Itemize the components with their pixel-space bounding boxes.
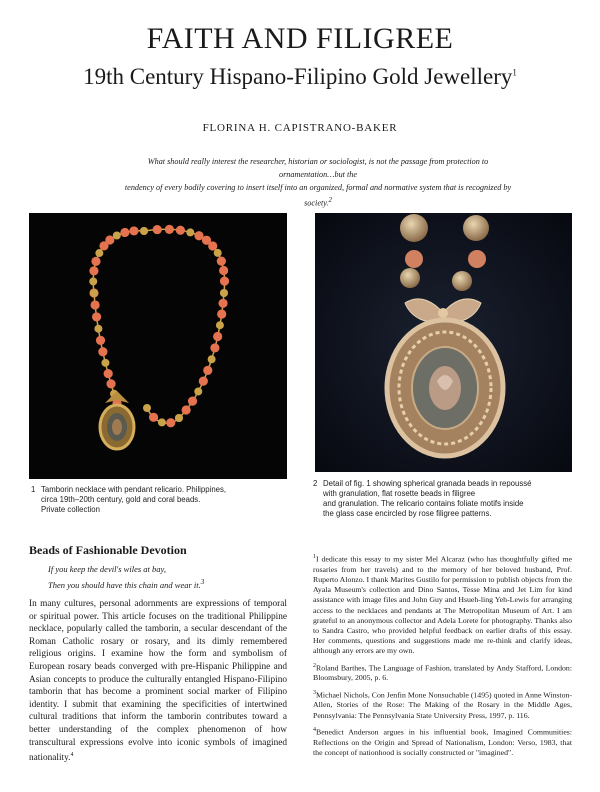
- verse-line-2-text: Then you should have this chain and wear it.: [48, 579, 201, 590]
- epigraph-line-2-text: tendency of every bodily covering to insert itself into an organized, formal and normative system that is recognized by society.: [124, 183, 512, 208]
- figure-2-caption-line: and granulation. The relicario contains foliate motifs inside: [323, 499, 524, 508]
- gold-bead: [89, 277, 97, 285]
- coral-bead: [98, 347, 107, 356]
- pendant-detail-illustration: [315, 213, 572, 472]
- section-heading: Beads of Fashionable Devotion: [29, 543, 187, 557]
- gold-bead: [101, 359, 109, 367]
- coral-bead: [217, 309, 226, 318]
- gold-bead: [186, 228, 194, 236]
- coral-bead: [165, 225, 174, 234]
- coral-bead: [91, 300, 100, 309]
- coral-bead: [218, 299, 227, 308]
- body-paragraph: [29, 598, 287, 765]
- coral-bead: [153, 225, 162, 234]
- coral-bead: [96, 336, 105, 345]
- epigraph-line-2: [120, 181, 516, 210]
- figure-2-caption-line: the glass case encircled by rose filigree patterns.: [323, 509, 492, 518]
- gold-bead: [90, 289, 98, 297]
- gold-bead: [214, 249, 222, 257]
- gold-bead: [208, 355, 216, 363]
- gold-bead: [216, 321, 224, 329]
- footnote: [313, 725, 572, 758]
- gold-bead: [140, 227, 148, 235]
- epigraph-footnote-marker: 2: [328, 197, 332, 204]
- figure-1-number: 1: [31, 485, 36, 494]
- article-subtitle: [0, 64, 600, 90]
- gold-bead: [194, 387, 202, 395]
- coral-bead: [104, 369, 113, 378]
- coral-bead: [120, 228, 129, 237]
- epigraph: [120, 155, 516, 210]
- article-title: FAITH AND FILIGREE: [146, 22, 454, 55]
- subtitle-footnote-marker: 1: [512, 67, 517, 78]
- relicario-detail: [387, 320, 503, 456]
- coral-bead: [217, 256, 226, 265]
- figure-1-photo: [29, 213, 287, 479]
- footnote-text: Michael Nichols, Con Jenfin Mone Nonsuchable (1495) quoted in Anne Winston-Allen, Stories of the Rose: The Making of the Rosary in the Middle Ages, Pennsylvania: The Pennsylvania State University Press, 1997, p. 116.: [313, 690, 572, 720]
- footnote-text: Roland Barthes, The Language of Fashion, translated by Andy Stafford, London: Bloomsbury, 2005, p. 6.: [313, 663, 572, 683]
- coral-bead: [210, 343, 219, 352]
- figure-2-photo: [315, 213, 572, 472]
- figure-1-caption-line: Private collection: [41, 505, 100, 514]
- coral-bead: [208, 241, 217, 250]
- figure-1-caption-line: Tamborin necklace with pendant relicario. Philippines,: [41, 485, 227, 494]
- coral-bead: [166, 418, 175, 427]
- author-name: FLORINA H. CAPISTRANO-BAKER: [202, 122, 398, 134]
- verse-line-1: If you keep the devil's wiles at bay,: [48, 564, 166, 574]
- figure-1-caption-text: [41, 485, 226, 515]
- gold-bead: [143, 404, 151, 412]
- coral-bead: [129, 226, 138, 235]
- figure-2-caption-text: [323, 479, 531, 519]
- gold-bead: [175, 414, 183, 422]
- coral-bead: [188, 397, 197, 406]
- figure-2-caption-line: with granulation, flat rosette beads in filigree: [323, 489, 476, 498]
- footnote-number: 1: [313, 554, 316, 560]
- coral-bead: [89, 266, 98, 275]
- coral-bead: [213, 332, 222, 341]
- gold-bead: [220, 289, 228, 297]
- necklace-illustration: [29, 213, 287, 479]
- footnote-number: 2: [313, 662, 316, 669]
- coral-bead: [220, 277, 229, 286]
- body-paragraph-text: In many cultures, personal adornments are expressions of temporal or spiritual power. This article focuses on the traditional Philippine necklace, popularly called the tamborin, a secular descendant of the Roman Catholic rosary or rosary, and its dimly remembered religious origins. I examine how the form and symbolism of European rosary beads converged with pre-Hispanic Philippine and Asian concepts to produce the culturally entangled Hispano-Filipino tamborin that has become a prominent social marker of Filipino identity. I submit that examining the specificities of intertwined cultural traditions that inform the tamborin contributes toward a better understanding of the complex phenomenon of how transcultural expressions evolve into iconic symbols of imagined nationality.: [29, 599, 287, 764]
- coral-bead: [203, 366, 212, 375]
- coral-bead: [219, 266, 228, 275]
- footnote-number: 3: [313, 689, 316, 696]
- figure-2-caption-line: Detail of fig. 1 showing spherical granada beads in repoussé: [323, 479, 532, 488]
- coral-bead: [182, 405, 191, 414]
- gold-bead: [158, 418, 166, 426]
- coral-bead: [149, 413, 158, 422]
- coral-bead: [106, 379, 115, 388]
- figure-1-caption-line: circa 19th–20th century, gold and coral beads.: [41, 495, 201, 504]
- figure-2-number: 2: [313, 479, 318, 488]
- coral-bead: [99, 241, 108, 250]
- footnote: [313, 661, 572, 684]
- footnote-number: 4: [313, 726, 316, 733]
- footnote: [313, 552, 572, 657]
- footnotes: [313, 552, 572, 762]
- footnote-text: Benedict Anderson argues in his influential book, Imagined Communities: Reflections on the Origin and Spread of Nationalism, London: Verso, 1983, that the concept of nationhood is socially constructed or "imagined".: [313, 727, 572, 757]
- coral-bead: [199, 377, 208, 386]
- footnote: [313, 688, 572, 721]
- footnote-text: I dedicate this essay to my sister Mel Alcaraz (who has thoughtfully gifted me rosaries from her travels) and to the memory of her beloved husband, Prof. Ruperto Alonzo. I thank Marites Gustilo for permission to publish objects from the Ayala Museum's collection and Dino Santos, Tesse Mina and Jet Lim for kind assistance with image files and John Guy and Hsueh-ling Yeh-Lewis for arranging access to the necklaces and pendants at The Metropolitan Museum of Art. I am grateful to an anonymous collector and Adela Lorete for photography. Thanks also to Sandra Castro, who provided helpful feedback on earlier drafts of this essay. Her comments, questions and suggestions made me re-think and clarify ideas, although any errors are my own.: [313, 554, 572, 656]
- body-footnote-marker: 4: [70, 752, 74, 759]
- coral-bead: [176, 226, 185, 235]
- epigraph-line-1: What should really interest the researcher, historian or sociologist, is not the passage from protection to ornamentation…but the: [147, 157, 489, 179]
- gold-bead: [95, 249, 103, 257]
- subtitle-text: 19th Century Hispano-Filipino Gold Jewellery: [83, 64, 513, 89]
- coral-bead: [92, 312, 101, 321]
- gold-bead: [94, 325, 102, 333]
- verse-footnote-marker: 3: [200, 577, 205, 586]
- verse-line-2: [48, 576, 278, 591]
- verse-epigraph: [48, 563, 278, 591]
- coral-bead: [91, 257, 100, 266]
